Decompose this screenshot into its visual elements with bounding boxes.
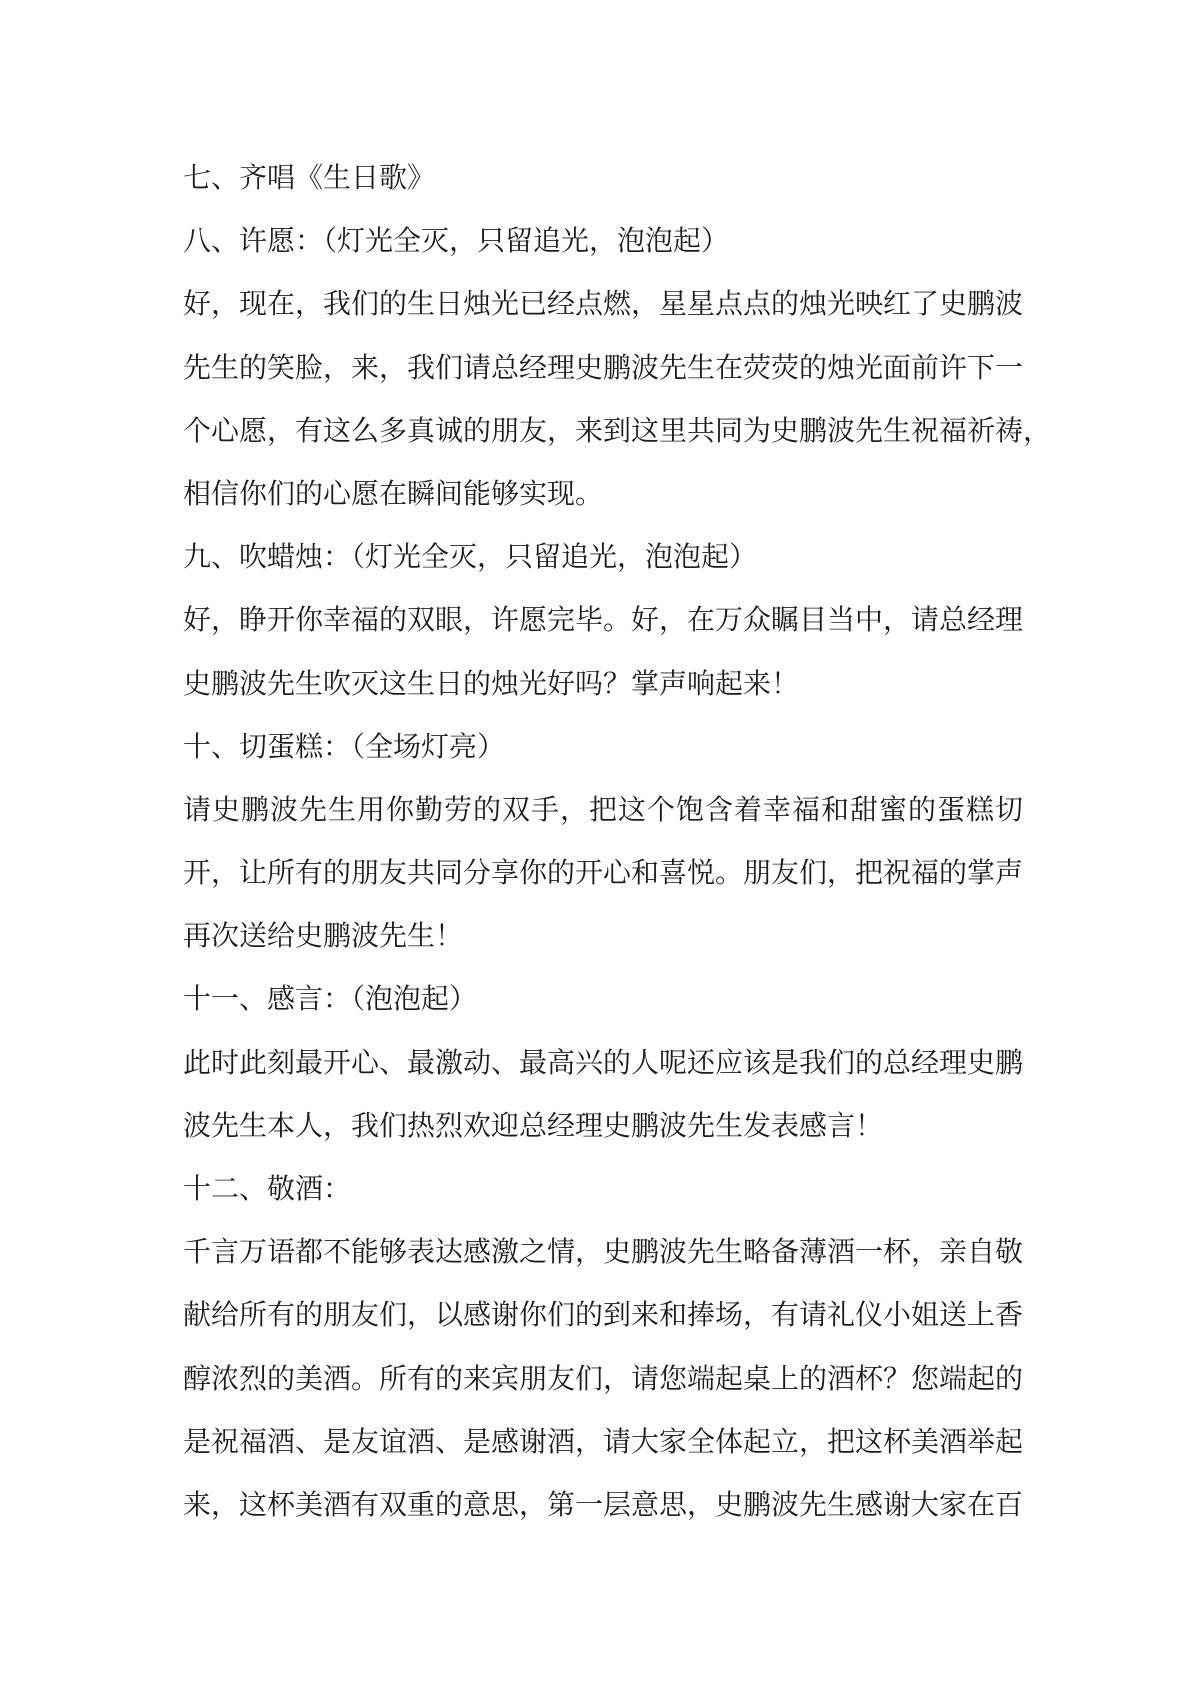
- paragraph-line: 个心愿，有这么多真诚的朋友，来到这里共同为史鹏波先生祝福祈祷，: [183, 413, 1052, 447]
- paragraph-line: 此时此刻最开心、最激动、最高兴的人呢还应该是我们的总经理史鹏: [183, 1045, 1024, 1079]
- section-heading-birthday-song: 七、齐唱《生日歌》: [183, 161, 436, 194]
- paragraph-line: 好，现在，我们的生日烛光已经点燃，星星点点的烛光映红了史鹏波: [183, 287, 1024, 321]
- section-heading-speech: 十一、感言：（泡泡起）: [183, 982, 478, 1016]
- paragraph-line: 献给所有的朋友们，以感谢你们的到来和捧场，有请礼仪小姐送上香: [183, 1298, 1024, 1332]
- paragraph-line: 醇浓烈的美酒。所有的来宾朋友们，请您端起桌上的酒杯？您端起的: [183, 1361, 1024, 1395]
- paragraph-line: 史鹏波先生吹灭这生日的烛光好吗？掌声响起来！: [183, 666, 800, 700]
- paragraph-line: 先生的笑脸，来，我们请总经理史鹏波先生在荧荧的烛光面前许下一: [183, 350, 1024, 384]
- paragraph-line: 千言万语都不能够表达感激之情，史鹏波先生略备薄酒一杯，亲自敬: [183, 1235, 1024, 1269]
- paragraph-line: 相信你们的心愿在瞬间能够实现。: [183, 476, 604, 510]
- section-heading-cut-cake: 十、切蛋糕：（全场灯亮）: [183, 729, 506, 763]
- paragraph-line: 开，让所有的朋友共同分享你的开心和喜悦。朋友们，把祝福的掌声: [183, 856, 1024, 890]
- paragraph-line: 波先生本人，我们热烈欢迎总经理史鹏波先生发表感言！: [183, 1108, 884, 1142]
- paragraph-line: 请史鹏波先生用你勤劳的双手，把这个饱含着幸福和甜蜜的蛋糕切: [183, 792, 1023, 826]
- paragraph-line: 是祝福酒、是友谊酒、是感谢酒，请大家全体起立，把这杯美酒举起: [183, 1424, 1024, 1458]
- section-heading-make-wish: 八、许愿：（灯光全灭，只留追光，泡泡起）: [183, 224, 730, 258]
- section-heading-blow-candles: 九、吹蜡烛：（灯光全灭，只留追光，泡泡起）: [183, 540, 758, 574]
- paragraph-line: 来，这杯美酒有双重的意思，第一层意思，史鹏波先生感谢大家在百: [183, 1487, 1024, 1521]
- document-body: [183, 146, 1052, 1536]
- section-heading-toast: 十二、敬酒：: [183, 1172, 352, 1205]
- paragraph-line: 再次送给史鹏波先生！: [183, 919, 464, 953]
- paragraph-line: 好，睁开你幸福的双眼，许愿完毕。好，在万众瞩目当中，请总经理: [183, 603, 1024, 637]
